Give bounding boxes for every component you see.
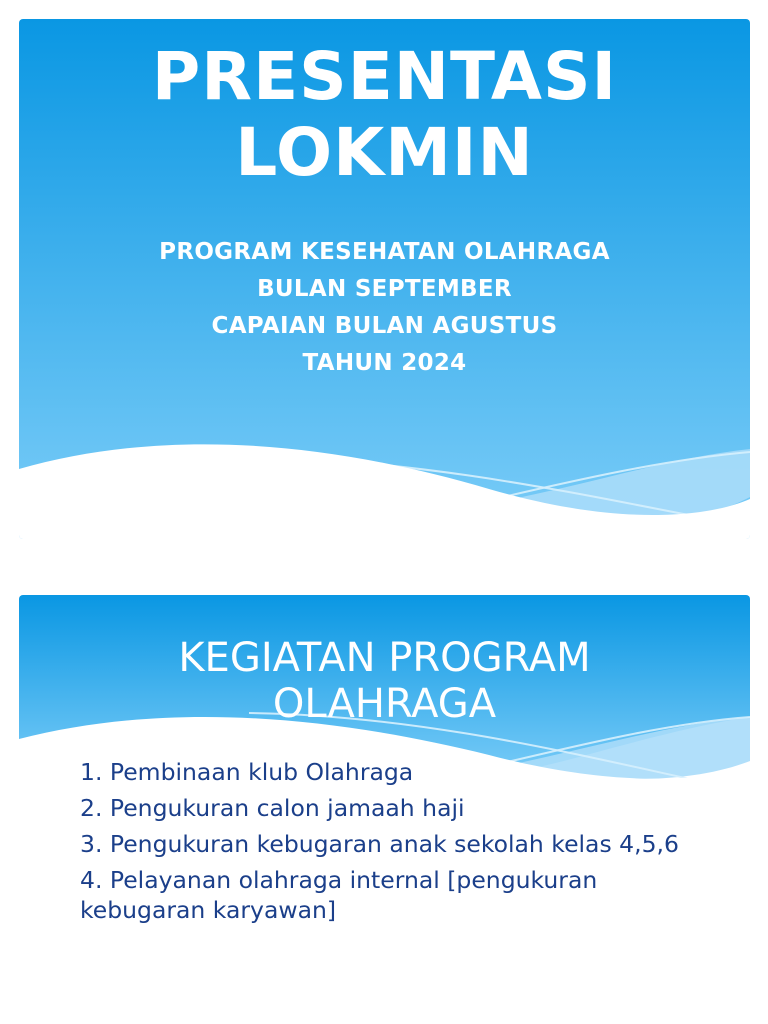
list-item: 2. Pengukuran calon jamaah haji xyxy=(80,794,465,822)
content-slide xyxy=(19,595,750,995)
title-line-1: KEGIATAN PROGRAM xyxy=(178,635,591,681)
subtitle-line-3: CAPAIAN BULAN AGUSTUS xyxy=(211,313,558,339)
activity-list xyxy=(80,757,720,931)
title-line-2: LOKMIN xyxy=(235,114,534,191)
title-line-1: PRESENTASI xyxy=(151,38,618,115)
subtitle-line-4: TAHUN 2024 xyxy=(302,350,467,376)
list-item: 4. Pelayanan olahraga internal [pengukuran kebugaran karyawan] xyxy=(80,866,598,924)
subtitle-line-1: PROGRAM KESEHATAN OLAHRAGA xyxy=(159,239,610,265)
list-item: 3. Pengukuran kebugaran anak sekolah kelas 4,5,6 xyxy=(80,830,679,858)
slide-title xyxy=(19,39,750,191)
list-item: 1. Pembinaan klub Olahraga xyxy=(80,758,414,786)
title-line-2: OLAHRAGA xyxy=(272,681,497,727)
slide-title xyxy=(19,635,750,727)
subtitle-line-2: BULAN SEPTEMBER xyxy=(257,276,512,302)
title-slide xyxy=(19,19,750,539)
slide-subtitle xyxy=(19,234,750,382)
